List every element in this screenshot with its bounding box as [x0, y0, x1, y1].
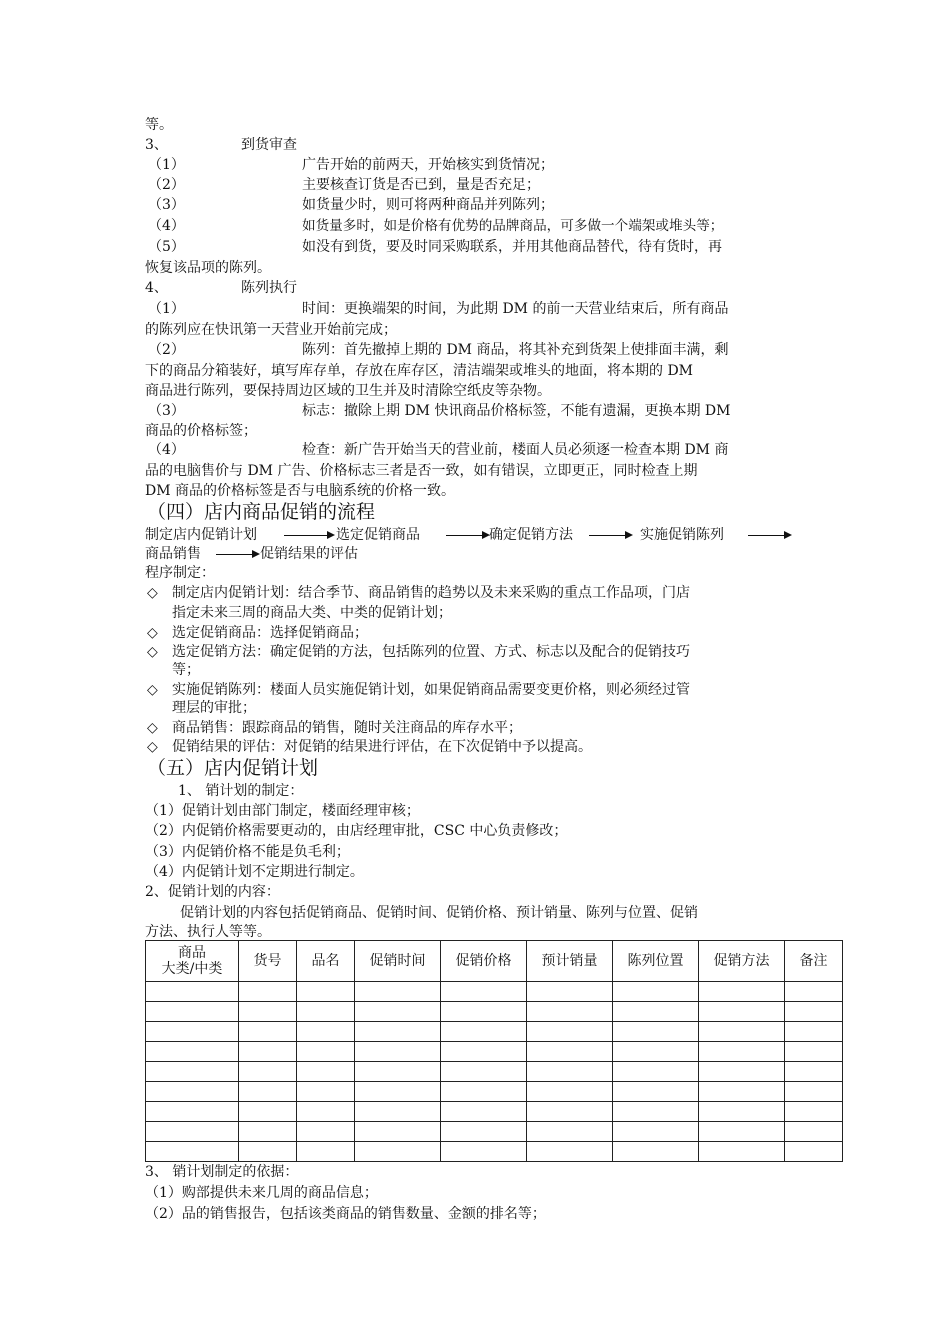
table-header-row	[146, 941, 843, 982]
table-cell	[146, 982, 239, 1002]
flow-step-3: 确定促销方法	[489, 527, 573, 543]
text-line: 品的电脑售价与 DM 广告、价格标志三者是否一致，如有错误，立即更正，同时检查上期	[145, 463, 698, 479]
table-cell	[785, 1002, 843, 1022]
diamond-bullet-icon: ◇	[147, 625, 158, 641]
item-text: 陈列：首先撤掉上期的 DM 商品，将其补充到货架上使排面丰满，剩	[302, 342, 729, 358]
table-cell	[441, 1002, 527, 1022]
section-heading-5: （五）店内促销计划	[147, 757, 319, 779]
table-cell	[239, 1022, 297, 1042]
flow-step-4: 实施促销陈列	[640, 527, 724, 543]
item-text: 如货量多时，如是价格有优势的品牌商品，可多做一个端架或堆头等；	[302, 218, 724, 234]
table-cell	[355, 1142, 441, 1162]
promotion-plan-table	[145, 940, 843, 1162]
table-cell	[441, 982, 527, 1002]
section-3-number: 3、	[145, 137, 168, 153]
table-row	[146, 1042, 843, 1062]
table-cell	[785, 1022, 843, 1042]
table-cell	[297, 1002, 355, 1022]
text-line: 方法、执行人等等。	[145, 924, 271, 940]
item-text: 广告开始的前两天，开始核实到货情况；	[302, 157, 554, 173]
bullet-text: 选定促销方法：确定促销的方法，包括陈列的位置、方式、标志以及配合的促销技巧	[172, 644, 690, 660]
flow-step-6: 促销结果的评估	[260, 546, 358, 562]
table-cell	[613, 1082, 699, 1102]
table-cell	[355, 1022, 441, 1042]
table-cell	[699, 1042, 785, 1062]
table-header-cell: 商品 大类/中类	[146, 941, 239, 982]
table-cell	[699, 1062, 785, 1082]
table-cell	[441, 1082, 527, 1102]
section-4-number: 4、	[145, 280, 168, 296]
table-row	[146, 982, 843, 1002]
table-cell	[441, 1062, 527, 1082]
item-text: 检查：新广告开始当天的营业前，楼面人员必须逐一检查本期 DM 商	[302, 442, 729, 458]
table-cell	[527, 1002, 613, 1022]
table-cell	[699, 1002, 785, 1022]
table-cell	[297, 1142, 355, 1162]
table-cell	[613, 1142, 699, 1162]
table-cell	[239, 982, 297, 1002]
table-cell	[527, 1102, 613, 1122]
table-cell	[146, 1142, 239, 1162]
table-cell	[613, 1062, 699, 1082]
flow-arrow	[216, 554, 254, 555]
table-cell	[613, 1122, 699, 1142]
table-cell	[239, 1002, 297, 1022]
list-item: （3）内促销价格不能是负毛利；	[145, 844, 350, 860]
bullet-text: 等；	[172, 662, 200, 678]
table-cell	[239, 1142, 297, 1162]
item-number: （1）	[148, 301, 185, 317]
flow-step-2: 选定促销商品	[336, 527, 420, 543]
table-cell	[297, 1022, 355, 1042]
table-cell	[613, 1102, 699, 1122]
item-number: （4）	[148, 442, 185, 458]
list-item: （4）内促销计划不定期进行制定。	[145, 864, 364, 880]
table-cell	[527, 1082, 613, 1102]
table-row	[146, 1122, 843, 1142]
item-text: 如货量少时，则可将两种商品并列陈列；	[302, 197, 554, 213]
item-text: 主要核查订货是否已到，量是否充足；	[302, 177, 540, 193]
text-line: 恢复该品项的陈列。	[145, 260, 271, 276]
table-cell	[355, 1122, 441, 1142]
item-number: （2）	[148, 342, 185, 358]
table-header-cell: 促销价格	[441, 941, 527, 982]
table-cell	[699, 1082, 785, 1102]
table-cell	[699, 1122, 785, 1142]
section-heading-4: （四）店内商品促销的流程	[147, 501, 376, 523]
text-line: 等。	[145, 117, 173, 133]
table-cell	[297, 982, 355, 1002]
table-cell	[441, 1102, 527, 1122]
table-cell	[297, 1122, 355, 1142]
item-number: （1）	[148, 157, 185, 173]
table-row	[146, 1002, 843, 1022]
table-header-cell: 陈列位置	[613, 941, 699, 982]
table-cell	[355, 1042, 441, 1062]
table-row	[146, 1102, 843, 1122]
table-row	[146, 1082, 843, 1102]
table-header-cell: 品名	[297, 941, 355, 982]
table-cell	[699, 1142, 785, 1162]
bullet-text: 商品销售：跟踪商品的销售，随时关注商品的库存水平；	[172, 720, 522, 736]
table-body	[146, 982, 843, 1162]
table-cell	[239, 1082, 297, 1102]
table-cell	[146, 1102, 239, 1122]
flow-arrow	[446, 535, 484, 536]
bullet-text: 实施促销陈列：楼面人员实施促销计划，如果促销商品需要变更价格，则必须经过管	[172, 682, 690, 698]
section-4-title: 陈列执行	[241, 280, 297, 296]
item-number: （4）	[148, 218, 185, 234]
list-item: （1）购部提供未来几周的商品信息；	[145, 1185, 378, 1201]
table-cell	[355, 1082, 441, 1102]
item-text: 如没有到货，要及时同采购联系，并用其他商品替代，待有货时，再	[302, 239, 722, 255]
table-header-cell: 促销时间	[355, 941, 441, 982]
table-cell	[297, 1082, 355, 1102]
bullet-text: 促销结果的评估：对促销的结果进行评估，在下次促销中予以提高。	[172, 739, 592, 755]
bullet-text: 指定未来三周的商品大类、中类的促销计划；	[172, 605, 452, 621]
subsection-title: 1、 销计划的制定：	[178, 783, 304, 799]
text-line: 商品的价格标签；	[145, 423, 257, 439]
table-cell	[699, 1102, 785, 1122]
table-cell	[527, 1142, 613, 1162]
flow-step-1: 制定店内促销计划	[145, 527, 257, 543]
item-number: （2）	[148, 177, 185, 193]
section-3-title: 到货审查	[241, 137, 297, 153]
diamond-bullet-icon: ◇	[147, 720, 158, 736]
table-cell	[527, 1062, 613, 1082]
table-cell	[239, 1102, 297, 1122]
table-cell	[355, 1102, 441, 1122]
table-cell	[441, 1142, 527, 1162]
table-header-cell: 促销方法	[699, 941, 785, 982]
table-cell	[146, 1122, 239, 1142]
text-line: 商品进行陈列，要保持周边区域的卫生并及时清除空纸皮等杂物。	[145, 383, 551, 399]
table-cell	[785, 1062, 843, 1082]
list-item: （2）品的销售报告，包括该类商品的销售数量、金额的排名等；	[145, 1206, 546, 1222]
text-line: 促销计划的内容包括促销商品、促销时间、促销价格、预计销量、陈列与位置、促销	[180, 905, 698, 921]
text-line: DM 商品的价格标签是否与电脑系统的价格一致。	[145, 483, 456, 499]
subsection-title: 2、促销计划的内容：	[145, 884, 280, 900]
table-cell	[613, 1022, 699, 1042]
table-cell	[613, 1002, 699, 1022]
table-cell	[441, 1042, 527, 1062]
item-text: 标志：撤除上期 DM 快讯商品价格标签，不能有遗漏，更换本期 DM	[302, 403, 731, 419]
table-cell	[297, 1102, 355, 1122]
table-cell	[297, 1062, 355, 1082]
table-cell	[527, 1122, 613, 1142]
table-cell	[613, 1042, 699, 1062]
flow-arrow	[748, 535, 786, 536]
table-cell	[527, 1042, 613, 1062]
bullet-text: 制定店内促销计划：结合季节、商品销售的趋势以及未来采购的重点工作品项，门店	[172, 585, 690, 601]
bullet-text: 选定促销商品：选择促销商品；	[172, 625, 368, 641]
table-cell	[146, 1082, 239, 1102]
table-cell	[146, 1062, 239, 1082]
table-cell	[146, 1002, 239, 1022]
table-cell	[239, 1042, 297, 1062]
diamond-bullet-icon: ◇	[147, 585, 158, 601]
table-cell	[785, 1102, 843, 1122]
table-cell	[785, 1122, 843, 1142]
item-number: （3）	[148, 403, 185, 419]
table-cell	[699, 1022, 785, 1042]
table-cell	[355, 1062, 441, 1082]
table-cell	[297, 1042, 355, 1062]
table-cell	[239, 1122, 297, 1142]
table-cell	[785, 1042, 843, 1062]
flow-arrow	[284, 535, 329, 536]
table-cell	[785, 982, 843, 1002]
table-row	[146, 1022, 843, 1042]
item-number: （5）	[148, 239, 185, 255]
table-cell	[355, 1002, 441, 1022]
table-cell	[785, 1142, 843, 1162]
table-cell	[146, 1042, 239, 1062]
table-cell	[146, 1022, 239, 1042]
flow-step-5: 商品销售	[145, 546, 201, 562]
item-number: （3）	[148, 197, 185, 213]
table-header-cell: 货号	[239, 941, 297, 982]
list-item: （2）内促销价格需要更动的，由店经理审批，CSC 中心负责修改；	[145, 823, 568, 839]
item-text: 时间：更换端架的时间，为此期 DM 的前一天营业结束后，所有商品	[302, 301, 729, 317]
table-cell	[527, 1022, 613, 1042]
text-line: 下的商品分箱装好，填写库存单，存放在库存区，清洁端架或堆头的地面，将本期的 DM	[145, 363, 694, 379]
subsection-title: 3、 销计划制定的依据：	[145, 1164, 299, 1180]
table-header-cell: 备注	[785, 941, 843, 982]
diamond-bullet-icon: ◇	[147, 682, 158, 698]
diamond-bullet-icon: ◇	[147, 644, 158, 660]
bullet-text: 理层的审批；	[172, 700, 256, 716]
table-cell	[239, 1062, 297, 1082]
flow-arrow	[589, 535, 627, 536]
table-cell	[527, 982, 613, 1002]
table-cell	[441, 1122, 527, 1142]
table-cell	[355, 982, 441, 1002]
table-row	[146, 1062, 843, 1082]
table-cell	[699, 982, 785, 1002]
diamond-bullet-icon: ◇	[147, 739, 158, 755]
table-row	[146, 1142, 843, 1162]
list-item: （1）促销计划由部门制定，楼面经理审核；	[145, 803, 420, 819]
table-cell	[613, 982, 699, 1002]
program-label: 程序制定：	[145, 565, 215, 581]
table-cell	[785, 1082, 843, 1102]
table-cell	[441, 1022, 527, 1042]
table-header-cell: 预计销量	[527, 941, 613, 982]
text-line: 的陈列应在快讯第一天营业开始前完成；	[145, 322, 397, 338]
